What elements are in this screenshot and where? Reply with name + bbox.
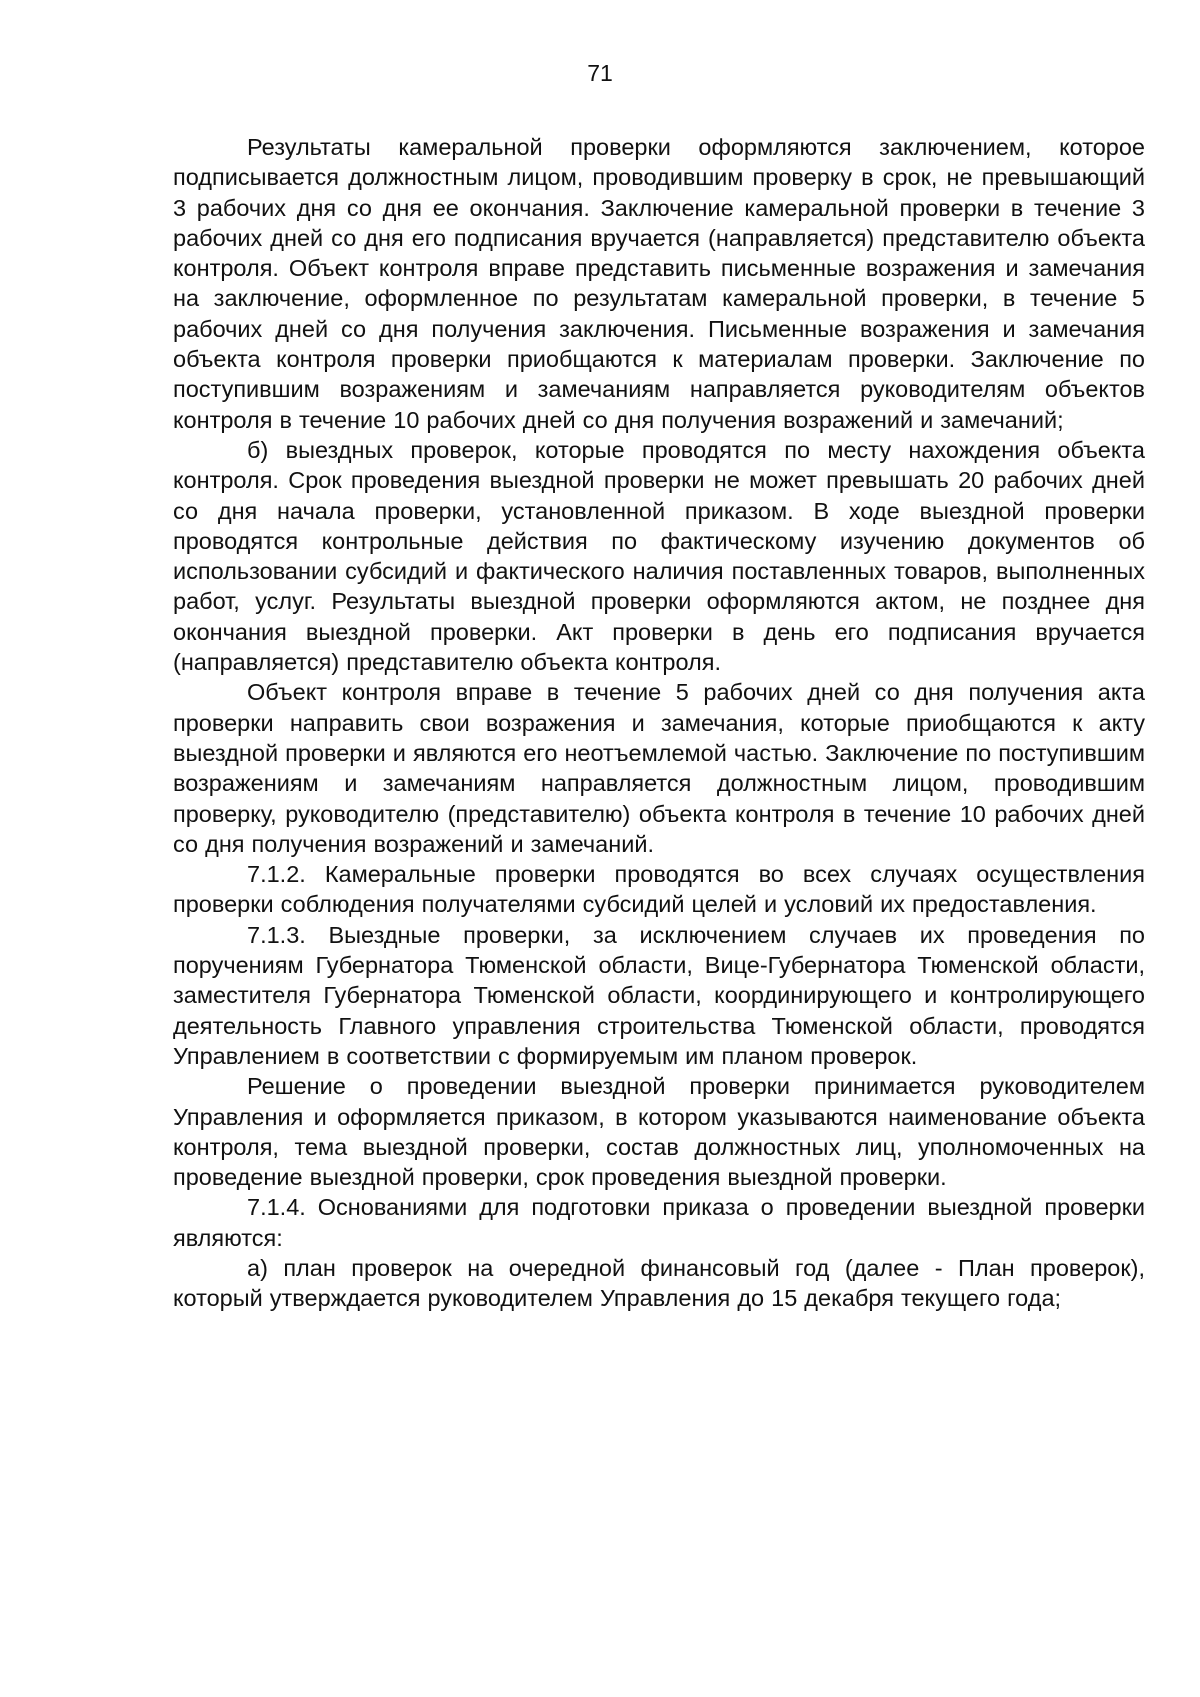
paragraph-desk-audit-results: Результаты камеральной проверки оформляются заключением, которое подписывается должностным лицом, проводившим проверку в срок, не превышающий 3 рабочих дня со дня ее окончания. Заключение камеральной проверки в течение 3 рабочих дней со дня его подписания вручается (направляется) представителю объекта контроля. Объект контроля вправе представить письменные возражения и замечания на заключение, оформленное по результатам камеральной проверки, в течение 5 рабочих дней со дня получения заключения. Письменные возражения и замечания объекта контроля проверки приобщаются к материалам проверки. Заключение по поступившим возражениям и замечаниям направляется руководителям объектов контроля в течение 10 рабочих дней со дня получения возражений и замечаний; xyxy=(173,134,1145,433)
page-number: 71 xyxy=(587,60,613,86)
paragraph-7-1-3: 7.1.3. Выездные проверки, за исключением случаев их проведения по поручениям Губернатора Тюменской области, Вице-Губернатора Тюменской области, заместителя Губернатора Тюменской области, координирующего и контролирующего деятельность Главного управления строительства Тюменской области, проводятся Управлением в соответствии с формируемым им планом проверок. xyxy=(173,921,1145,1069)
document-body xyxy=(173,132,1145,1314)
paragraph-audit-plan: а) план проверок на очередной финансовый год (далее - План проверок), который утверждается руководителем Управления до 15 декабря текущего года; xyxy=(173,1254,1145,1312)
paragraph-objections: Объект контроля вправе в течение 5 рабочих дней со дня получения акта проверки направить свои возражения и замечания, которые приобщаются к акту выездной проверки и являются его неотъемлемой частью. Заключение по поступившим возражениям и замечаниям направляется должностным лицом, проводившим проверку, руководителю (представителю) объекта контроля в течение 10 рабочих дней со дня получения возражений и замечаний. xyxy=(173,679,1145,857)
paragraph-audit-decision: Решение о проведении выездной проверки принимается руководителем Управления и оформляется приказом, в котором указываются наименование объекта контроля, тема выездной проверки, состав должностных лиц, уполномоченных на проведение выездной проверки, срок проведения выездной проверки. xyxy=(173,1073,1145,1191)
paragraph-field-audits: б) выездных проверок, которые проводятся по месту нахождения объекта контроля. Срок проведения выездной проверки не может превышать 20 рабочих дней со дня начала проверки, установленной приказом. В ходе выездной проверки проводятся контрольные действия по фактическому изучению документов об использовании субсидий и фактического наличия поставленных товаров, выполненных работ, услуг. Результаты выездной проверки оформляются актом, не позднее дня окончания выездной проверки. Акт проверки в день его подписания вручается (направляется) представителю объекта контроля. xyxy=(173,436,1145,676)
paragraph-7-1-4: 7.1.4. Основаниями для подготовки приказа о проведении выездной проверки являются: xyxy=(173,1194,1145,1251)
paragraph-7-1-2: 7.1.2. Камеральные проверки проводятся во всех случаях осуществления проверки соблюдения получателями субсидий целей и условий их предоставления. xyxy=(173,861,1145,918)
